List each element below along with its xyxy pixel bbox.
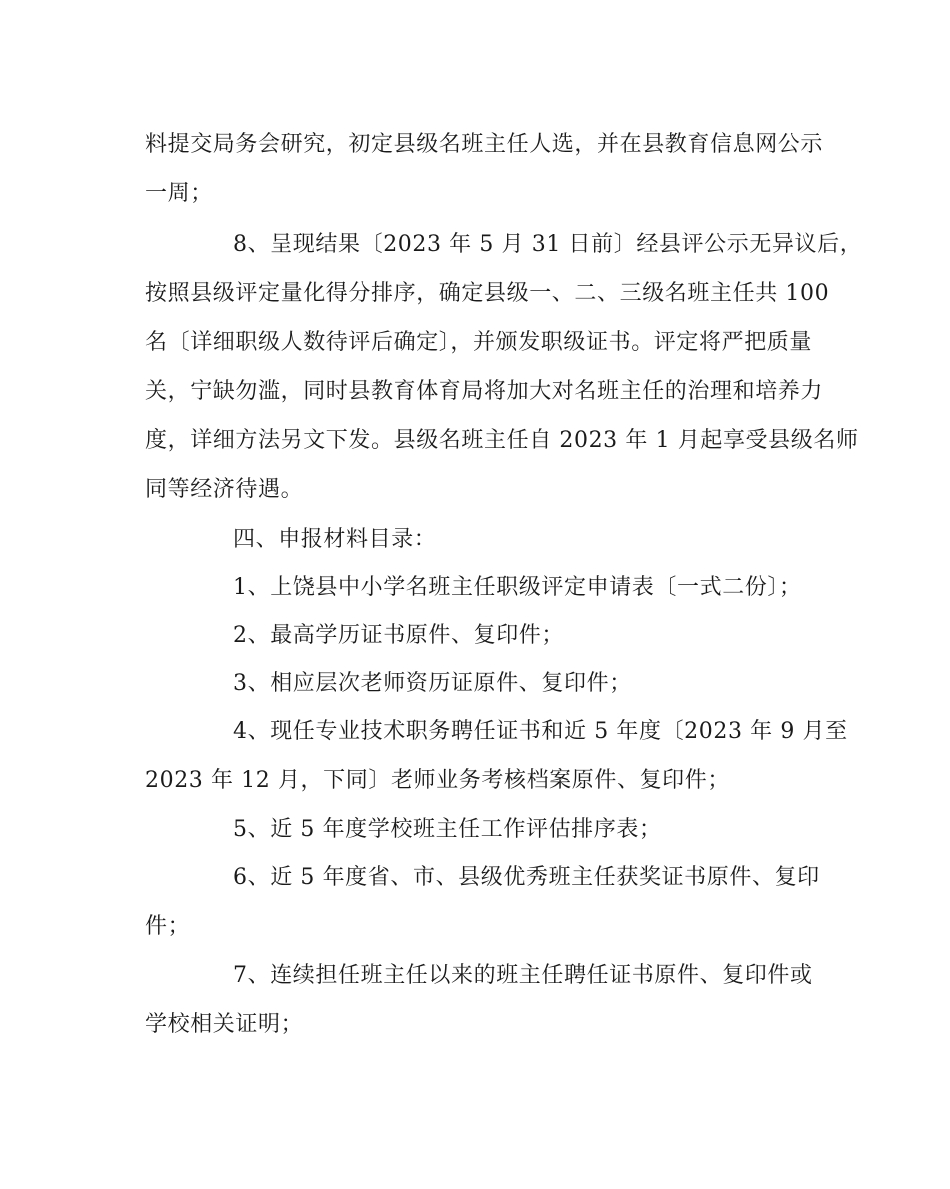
paragraph-line: 同等经济待遇。 bbox=[145, 477, 304, 502]
paragraph-line: 料提交局务会研究，初定县级名班主任人选，并在县教育信息网公示 bbox=[145, 132, 824, 157]
paragraph-line: 度，详细方法另文下发。县级名班主任自 2023 年 1 月起享受县级名师 bbox=[145, 428, 859, 453]
list-item: 4、现任专业技术职务聘任证书和近 5 年度〔2023 年 9 月至 bbox=[233, 719, 848, 744]
list-item-continuation: 学校相关证明； bbox=[145, 1012, 304, 1037]
list-item-continuation: 2023 年 12 月，下同〕老师业务考核档案原件、复印件； bbox=[145, 768, 730, 793]
list-item: 1、上饶县中小学名班主任职级评定申请表〔一式二份〕； bbox=[233, 575, 802, 600]
paragraph-line: 按照县级评定量化得分排序，确定县级一、二、三级名班主任共 100 bbox=[145, 281, 830, 306]
list-item: 5、近 5 年度学校班主任工作评估排序表； bbox=[233, 817, 662, 842]
list-item-continuation: 件； bbox=[145, 914, 191, 939]
paragraph-line: 关，宁缺勿滥，同时县教育体育局将加大对名班主任的治理和培养力 bbox=[145, 379, 824, 404]
list-item: 6、近 5 年度省、市、县级优秀班主任获奖证书原件、复印 bbox=[233, 865, 820, 890]
paragraph-line: 一周； bbox=[145, 181, 213, 206]
section-heading: 四、申报材料目录： bbox=[233, 527, 437, 552]
paragraph-line: 8、呈现结果〔2023 年 5 月 31 日前〕经县评公示无异议后， bbox=[233, 232, 863, 257]
list-item: 7、连续担任班主任以来的班主任聘任证书原件、复印件或 bbox=[233, 963, 813, 988]
list-item: 3、相应层次老师资历证原件、复印件； bbox=[233, 671, 632, 696]
list-item: 2、最高学历证书原件、复印件； bbox=[233, 623, 564, 648]
paragraph-line: 名〔详细职级人数待评后确定〕，并颁发职级证书。评定将严把质量 bbox=[145, 330, 813, 355]
